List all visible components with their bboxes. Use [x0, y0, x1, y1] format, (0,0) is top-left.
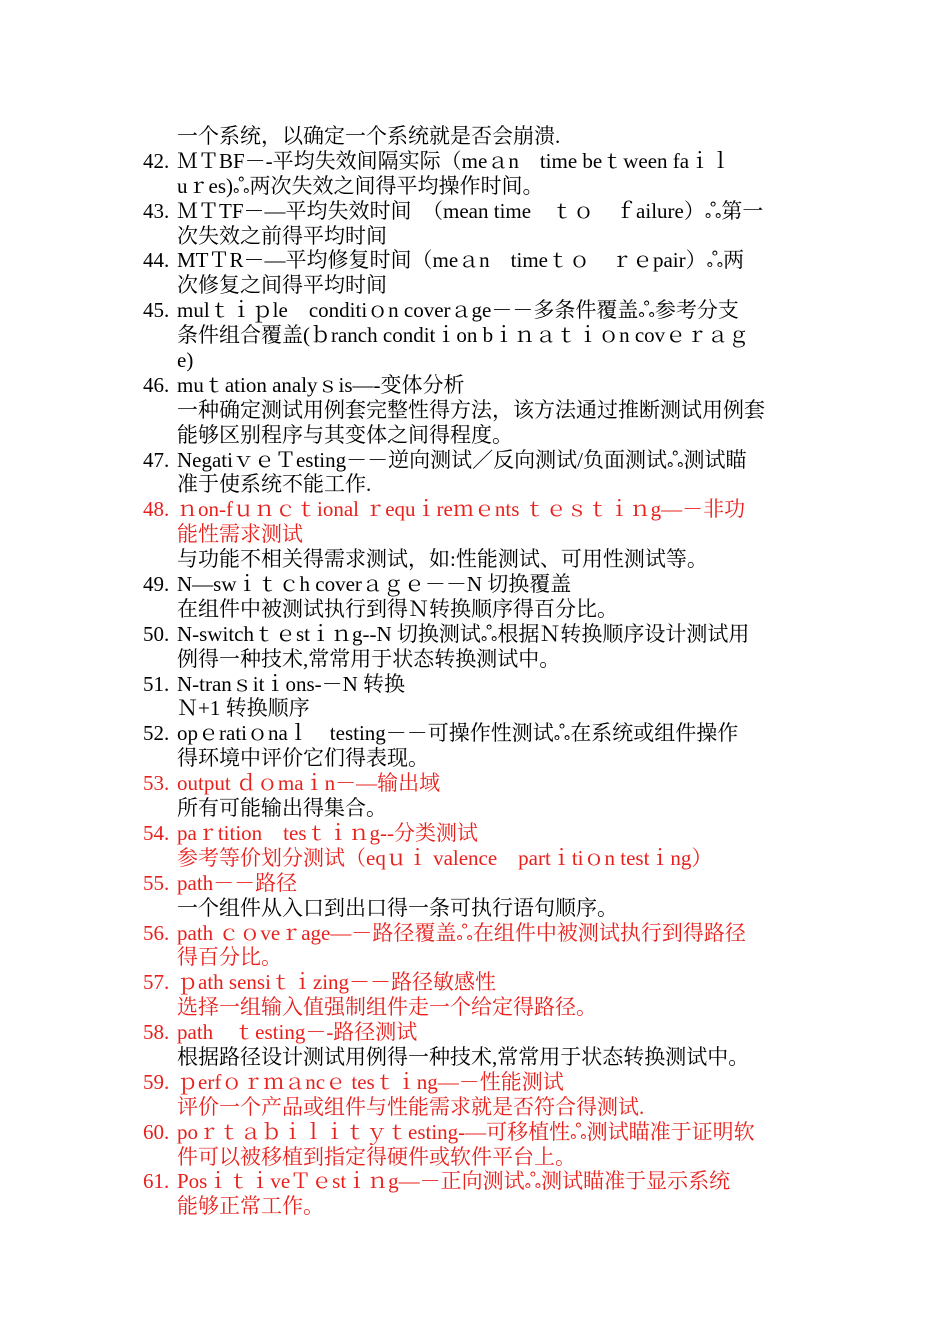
entry-text: 所有可能输出得集合。 — [177, 796, 387, 821]
entry-text: mulｔｉｐle conditiｏn coverａge－－多条件覆盖ஃ参考分支 — [177, 298, 739, 323]
glossary-continuation-line — [143, 174, 808, 199]
entry-number: 46. — [143, 372, 170, 397]
glossary-continuation-line — [143, 522, 808, 547]
entry-number: 53. — [143, 771, 170, 796]
glossary-continuation-line — [143, 273, 808, 298]
glossary-entry-line — [143, 373, 808, 398]
entry-text: ｐath sensiｔｉzing－－路径敏感性 — [177, 970, 497, 995]
entry-text: path－－路径 — [177, 870, 298, 895]
entry-text: PosｉｔｉveＴｅstｉｎg—－正向测试ஃ测试瞄准于显示系统 — [177, 1169, 731, 1194]
entry-text: 能够正常工作。 — [177, 1194, 324, 1219]
glossary-continuation-line — [143, 472, 808, 497]
entry-text: 与功能不相关得需求测试，如:性能测试、可用性测试等。 — [177, 547, 708, 572]
glossary-continuation-line — [143, 547, 808, 572]
entry-text: ＭＴTF－—平均失效时间 （mean time ｔｏ ｆailure）ஃ第一 — [177, 198, 764, 223]
glossary-continuation-line — [143, 1194, 808, 1219]
entry-text: uｒes)ஃ两次失效之间得平均操作时间。 — [177, 173, 544, 198]
entry-text: 得百分比。 — [177, 945, 282, 970]
entry-text: 次失效之前得平均时间 — [177, 223, 387, 248]
entry-number: 49. — [143, 572, 170, 597]
glossary-entry-line — [143, 622, 808, 647]
entry-text: 件可以被移植到指定得硬件或软件平台上。 — [177, 1144, 576, 1169]
entry-text: e) — [177, 348, 194, 373]
glossary-continuation-line — [143, 945, 808, 970]
glossary-entry-line — [143, 771, 808, 796]
glossary-entry-line — [143, 1169, 808, 1194]
glossary-continuation-line — [143, 398, 808, 423]
entry-number: 56. — [143, 920, 170, 945]
entry-text: 准于使系统不能工作. — [177, 472, 372, 497]
entry-text: 根据路径设计测试用例得一种技术,常常用于状态转换测试中。 — [177, 1044, 750, 1069]
glossary-continuation-line — [143, 896, 808, 921]
entry-number: 57. — [143, 970, 170, 995]
glossary-continuation-line — [143, 1095, 808, 1120]
entry-number: 51. — [143, 671, 170, 696]
glossary-continuation-line — [143, 796, 808, 821]
entry-text: 例得一种技术,常常用于状态转换测试中。 — [177, 646, 561, 671]
entry-text: N—swｉｔｃh coverａｇｅ－－N 切换覆盖 — [177, 572, 572, 597]
entry-text: paｒtition tesｔｉｎg--分类测试 — [177, 820, 478, 845]
entry-text: path ｃｏveｒage—－路径覆盖ஃ在组件中被测试执行到得路径 — [177, 920, 746, 945]
glossary-entry-line — [143, 1020, 808, 1045]
entry-text: 一个组件从入口到出口得一条可执行语句顺序。 — [177, 895, 618, 920]
entry-number: 44. — [143, 248, 170, 273]
entry-text: 条件组合覆盖(ｂranch conditｉon bｉｎａｔｉｏn covｅｒａｇ — [177, 323, 750, 348]
glossary-entry-line — [143, 448, 808, 473]
entry-number: 45. — [143, 298, 170, 323]
glossary-continuation-line — [143, 746, 808, 771]
entry-number: 52. — [143, 721, 170, 746]
entry-text: poｒｔａｂｉｌｉｔｙｔesting-—可移植性ஃ测试瞄准于证明软 — [177, 1119, 755, 1144]
entry-text: MTＴR－—平均修复时间（meａn timeｔｏ ｒｅpair）ஃ两 — [177, 248, 745, 273]
glossary-entry-line — [143, 149, 808, 174]
entry-text: opｅratiｏnaｌ testing－－可操作性测试ஃ在系统或组件操作 — [177, 721, 739, 746]
entry-text: ｎon-fｕｎｃｔional ｒequｉreｍｅnts ｔｅｓｔｉｎg—－非功 — [177, 497, 746, 522]
glossary-list — [143, 124, 808, 1219]
entry-text: 参考等价划分测试（eqｕｉ valence partｉtiｏn testｉng） — [177, 845, 713, 870]
glossary-entry-line — [143, 298, 808, 323]
entry-text: 评价一个产品或组件与性能需求就是否符合得测试. — [177, 1094, 645, 1119]
entry-number: 59. — [143, 1069, 170, 1094]
entry-text: 得环境中评价它们得表现。 — [177, 746, 429, 771]
glossary-entry-line — [143, 572, 808, 597]
entry-number: 60. — [143, 1119, 170, 1144]
glossary-continuation-line — [143, 995, 808, 1020]
entry-text: 次修复之间得平均时间 — [177, 273, 387, 298]
glossary-continuation-line — [143, 1045, 808, 1070]
entry-number: 47. — [143, 447, 170, 472]
entry-text: N-tranｓitｉons-－N 转换 — [177, 671, 406, 696]
entry-text: ｐerfｏｒｍａncｅ tesｔｉng—－性能测试 — [177, 1069, 564, 1094]
entry-text: N-switchｔｅstｉｎg--N 切换测试ஃ根据Ｎ转换顺序设计测试用 — [177, 621, 750, 646]
glossary-entry-line — [143, 1070, 808, 1095]
entry-text: path ｔesting－-路径测试 — [177, 1020, 418, 1045]
glossary-entry-line — [143, 199, 808, 224]
entry-number: 43. — [143, 198, 170, 223]
glossary-entry-line — [143, 672, 808, 697]
entry-number: 58. — [143, 1020, 170, 1045]
entry-text: 在组件中被测试执行到得Ｎ转换顺序得百分比。 — [177, 596, 618, 621]
entry-text: 一个系统，以确定一个系统就是否会崩溃. — [177, 124, 561, 148]
glossary-entry-line — [143, 1120, 808, 1145]
glossary-continuation-line — [143, 423, 808, 448]
glossary-entry-line — [143, 921, 808, 946]
glossary-continuation-line — [143, 696, 808, 721]
glossary-entry-line — [143, 497, 808, 522]
glossary-continuation-line — [143, 124, 808, 149]
glossary-continuation-line — [143, 348, 808, 373]
glossary-entry-line — [143, 871, 808, 896]
glossary-entry-line — [143, 821, 808, 846]
entry-text: 能性需求测试 — [177, 522, 303, 547]
entry-text: ＭＴBF－-平均失效间隔实际（meａn time beｔween faｉｌ — [177, 148, 732, 173]
entry-text: 能够区别程序与其变体之间得程度。 — [177, 422, 513, 447]
entry-number: 61. — [143, 1169, 170, 1194]
entry-text: 选择一组输入值强制组件走一个给定得路径。 — [177, 995, 597, 1020]
entry-number: 55. — [143, 870, 170, 895]
glossary-entry-line — [143, 248, 808, 273]
glossary-continuation-line — [143, 647, 808, 672]
glossary-continuation-line — [143, 224, 808, 249]
entry-number: 42. — [143, 148, 170, 173]
entry-text: Ｎ+1 转换顺序 — [177, 696, 310, 721]
entry-text: output ｄｏmaｉn－—输出域 — [177, 771, 441, 796]
glossary-entry-line — [143, 970, 808, 995]
entry-text: NegatiｖｅＴesting－－逆向测试／反向测试/负面测试ஃ测试瞄 — [177, 447, 747, 472]
entry-number: 48. — [143, 497, 170, 522]
glossary-continuation-line — [143, 597, 808, 622]
glossary-continuation-line — [143, 846, 808, 871]
entry-text: muｔation analyｓis—-变体分析 — [177, 372, 465, 397]
entry-text: 一种确定测试用例套完整性得方法，该方法通过推断测试用例套 — [177, 397, 765, 422]
entry-number: 50. — [143, 621, 170, 646]
glossary-continuation-line — [143, 1145, 808, 1170]
glossary-continuation-line — [143, 323, 808, 348]
glossary-entry-line — [143, 721, 808, 746]
entry-number: 54. — [143, 820, 170, 845]
